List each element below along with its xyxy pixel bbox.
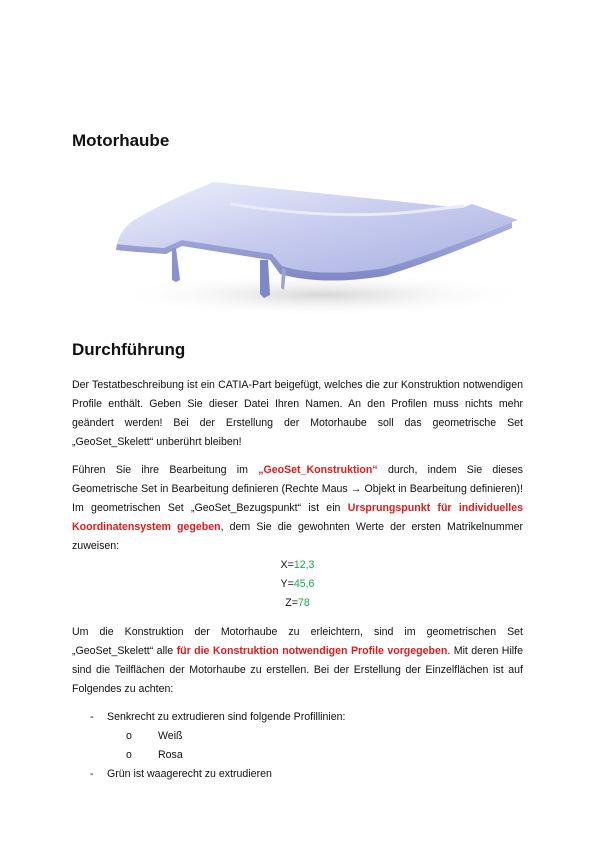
p2-text-a: Führen Sie ihre Bearbeitung im	[72, 464, 259, 476]
dash-bullet: -	[90, 768, 94, 780]
p2-text-d: Objekt in Bearbeitung definieren)! Im geometrischen Set „GeoSet_Bezugspunkt“ ist ein	[72, 483, 523, 514]
dash-bullet: -	[90, 711, 94, 723]
p3-highlight-profile: für die Konstruktion notwendigen Profile vorgegeben	[176, 645, 448, 657]
p2-highlight-ursprungspunkt: Ursprungspunkt für individuelles Koordinatensystem gegeben	[72, 502, 523, 533]
p3-text-c: . Mit deren Hilfe sind die Teilflächen der Motorhaube zu erstellen. Bei der Erstellung der Einzelflächen ist auf Folgendes zu achten:	[72, 645, 523, 695]
section-title-motorhaube: Motorhaube	[72, 131, 170, 150]
list-item: Grün ist waagerecht zu extrudieren	[107, 768, 272, 780]
paragraph-bearbeitung	[72, 461, 523, 556]
p2-highlight-geoset-konstruktion: „GeoSet_Konstruktion“	[258, 464, 378, 476]
coordinate-x	[0, 556, 595, 575]
hood-render-image	[72, 160, 530, 320]
p2-text-f: , dem Sie die gewohnten Werte der ersten Matrikelnummer zuweisen:	[72, 521, 523, 552]
coord-y-value: 45,6	[293, 578, 315, 590]
paragraph-intro: Der Testatbeschreibung ist ein CATIA-Part beigefügt, welches die zur Konstruktion notwendigen Profile enthält. Geben Sie dieser Datei Ihren Namen. An den Profilen muss nichts mehr geändert werden! Bei der Erstellung der Motorhaube soll das geometrische Set „GeoSet_Skelett“ unberührt bleiben!	[72, 379, 523, 448]
list-item: Senkrecht zu extrudieren sind folgende Profillinien:	[107, 711, 346, 723]
coord-y-label: Y=	[280, 578, 294, 590]
coordinate-y	[0, 575, 595, 594]
paragraph-konstruktion	[72, 623, 523, 699]
arrow-right-icon: →	[350, 483, 362, 495]
coord-z-label: Z=	[285, 597, 298, 609]
p3-text-a: Um die Konstruktion der Motorhaube zu erleichtern, sind im geometrischen Set „GeoSet_Skelett“ alle	[72, 626, 523, 657]
p2-text-c: durch, indem Sie dieses Geometrische Set in Bearbeitung definieren (Rechte Maus	[72, 464, 523, 495]
coord-x-label: X=	[280, 559, 294, 571]
section-title-durchfuehrung: Durchführung	[72, 340, 186, 359]
coord-x-value: 12,3	[293, 559, 315, 571]
coord-z-value: 78	[297, 597, 310, 609]
sub-list-item: Rosa	[158, 749, 183, 761]
circle-bullet: o	[126, 749, 132, 761]
sub-list-item: Weiß	[158, 730, 183, 742]
circle-bullet: o	[126, 730, 132, 742]
coordinate-z	[0, 594, 595, 613]
